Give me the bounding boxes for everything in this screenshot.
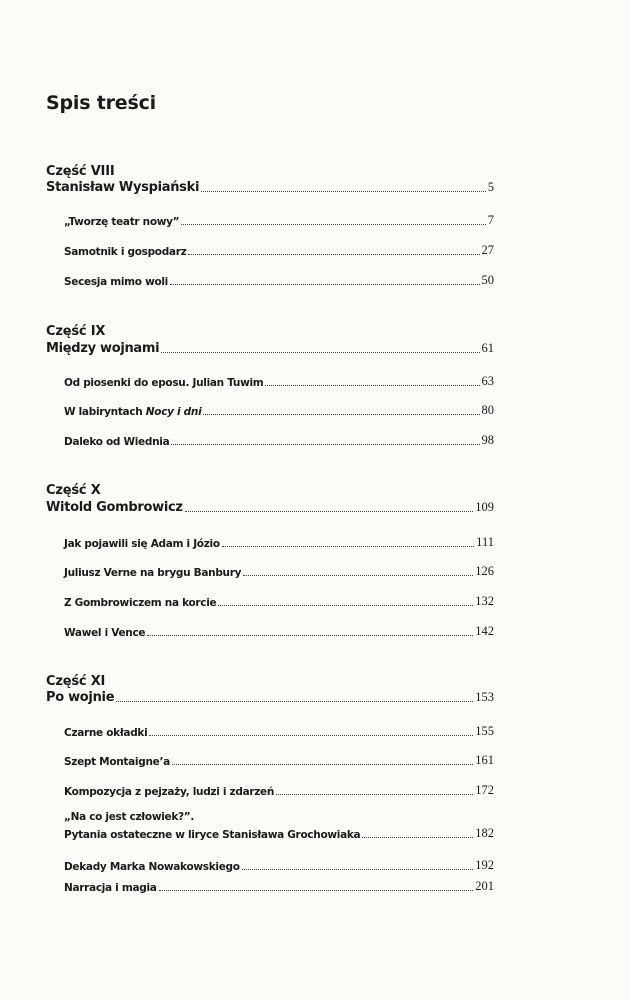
part-heading: Część IX <box>46 324 106 339</box>
dot-leader <box>276 793 473 795</box>
entry-title: Między wojnami <box>46 341 160 356</box>
page-number: 111 <box>476 535 494 549</box>
page-number: 109 <box>475 500 494 514</box>
page-number: 192 <box>475 858 494 872</box>
dot-leader <box>203 413 479 415</box>
toc-entry[interactable] <box>64 564 494 579</box>
toc-entry[interactable] <box>64 243 494 258</box>
entry-title: Wawel i Vence <box>64 627 146 639</box>
page-number: 153 <box>475 690 494 704</box>
dot-leader <box>170 283 480 285</box>
page-number: 201 <box>475 879 494 893</box>
toc-main-entry[interactable] <box>46 341 494 356</box>
page-number: 61 <box>481 341 494 355</box>
page-number: 27 <box>481 243 494 257</box>
toc-entry[interactable] <box>64 753 494 768</box>
page-number: 142 <box>475 624 494 638</box>
toc-entry[interactable] <box>64 624 494 639</box>
page-number: 132 <box>475 594 494 608</box>
entry-title: Czarne okładki <box>64 727 148 739</box>
toc-main-entry[interactable] <box>46 690 494 705</box>
part-heading: Część X <box>46 483 101 498</box>
dot-leader <box>265 384 479 386</box>
entry-title: Juliusz Verne na brygu Banbury <box>64 567 242 579</box>
dot-leader <box>172 763 473 765</box>
entry-title: Dekady Marka Nowakowskiego <box>64 861 240 873</box>
dot-leader <box>171 443 479 445</box>
page-number: 155 <box>475 724 494 738</box>
entry-title: Witold Gombrowicz <box>46 500 183 515</box>
page-number: 98 <box>481 433 494 447</box>
toc-entry[interactable] <box>64 213 494 228</box>
toc-entry[interactable] <box>64 594 494 609</box>
entry-title: Stanisław Wyspiański <box>46 180 200 195</box>
dot-leader <box>242 868 474 870</box>
toc-entry[interactable] <box>64 783 494 798</box>
dot-leader <box>147 634 473 636</box>
page-number: 161 <box>475 753 494 767</box>
entry-title: „Tworzę teatr nowy” <box>64 216 180 228</box>
entry-title: Od piosenki do eposu. Julian Tuwim <box>64 377 264 389</box>
toc-entry[interactable] <box>64 403 494 418</box>
part-heading: Część XI <box>46 674 106 689</box>
entry-title: Jak pojawili się Adam i Józio <box>64 538 220 550</box>
entry-title: W labiryntach Nocy i dni <box>64 406 202 418</box>
entry-title: Z Gombrowiczem na korcie <box>64 597 217 609</box>
page-number: 182 <box>475 826 494 840</box>
toc-entry[interactable] <box>64 535 494 550</box>
entry-title: Secesja mimo woli <box>64 276 168 288</box>
entry-title: Daleko od Wiednia <box>64 436 170 448</box>
entry-title-line: „Na co jest człowiek?”. <box>64 811 195 823</box>
entry-title: Pytania ostateczne w liryce Stanisława Grochowiaka <box>64 829 361 841</box>
page-number: 172 <box>475 783 494 797</box>
toc-entry[interactable] <box>64 879 494 894</box>
toc-entry[interactable] <box>64 374 494 389</box>
entry-title: Szept Montaigne’a <box>64 756 170 768</box>
dot-leader <box>243 574 473 576</box>
entry-title: Po wojnie <box>46 690 115 705</box>
entry-title: Narracja i magia <box>64 882 157 894</box>
page-number: 5 <box>487 180 494 194</box>
page-number: 50 <box>481 273 494 287</box>
toc-main-entry[interactable] <box>46 500 494 515</box>
dot-leader <box>161 351 479 353</box>
toc-entry[interactable] <box>64 273 494 288</box>
dot-leader <box>116 700 473 702</box>
part-heading: Część VIII <box>46 164 115 179</box>
dot-leader <box>201 190 486 192</box>
toc-entry[interactable] <box>64 858 494 873</box>
entry-title: Samotnik i gospodarz <box>64 246 187 258</box>
page-title: Spis treści <box>46 92 156 114</box>
dot-leader <box>185 510 474 512</box>
page-number: 63 <box>481 374 494 388</box>
page-number: 80 <box>481 403 494 417</box>
page-number: 7 <box>487 213 494 227</box>
dot-leader <box>149 734 473 736</box>
entry-title: Kompozycja z pejzaży, ludzi i zdarzeń <box>64 786 275 798</box>
dot-leader <box>188 253 479 255</box>
dot-leader <box>181 223 485 225</box>
page-number: 126 <box>475 564 494 578</box>
dot-leader <box>159 889 474 891</box>
dot-leader <box>222 545 474 547</box>
dot-leader <box>218 604 473 606</box>
dot-leader <box>362 836 473 838</box>
toc-entry[interactable] <box>64 433 494 448</box>
toc-main-entry[interactable] <box>46 180 494 195</box>
toc-entry[interactable] <box>64 724 494 739</box>
toc-entry[interactable] <box>64 826 494 841</box>
